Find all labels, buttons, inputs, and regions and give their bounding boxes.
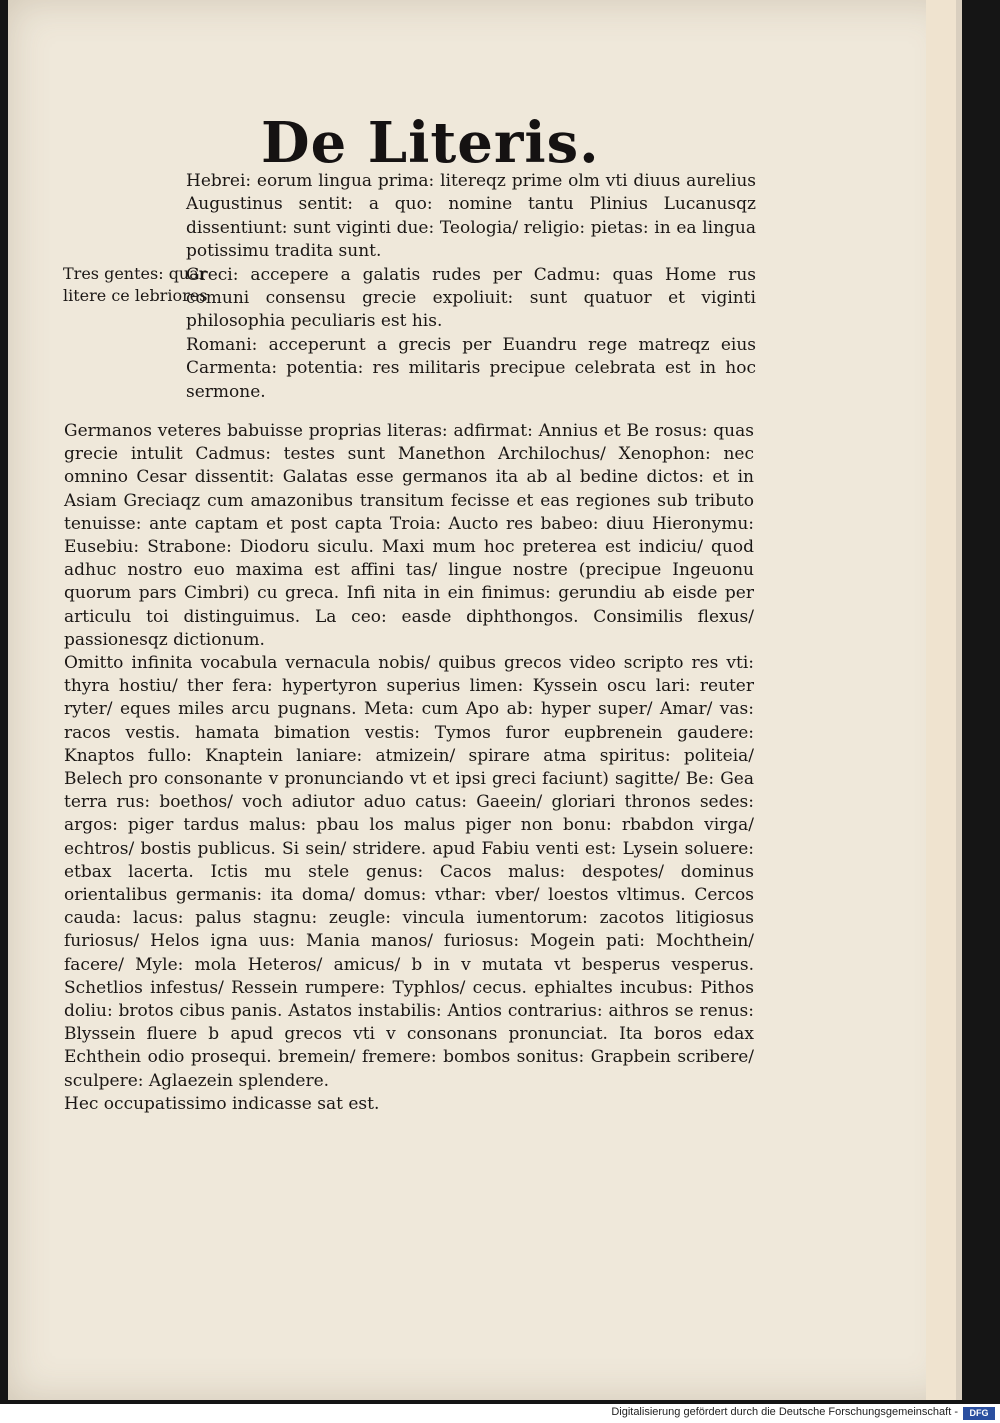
footer-credit: Digitalisierung gefördert durch die Deutsche Forschungsgemeinschaft - bbox=[611, 1406, 958, 1418]
intro-paragraph-romani: Romani: acceperunt a grecis per Euandru rege matreqz eius Carmenta: potentia: res militaris precipue celebrata est in hoc sermone. bbox=[186, 334, 756, 402]
page-edge bbox=[926, 0, 956, 1400]
page-title: De Literis. bbox=[261, 110, 600, 176]
body-text bbox=[64, 420, 754, 1116]
dfg-logo[interactable]: DFG bbox=[963, 1407, 995, 1420]
intro-paragraph-hebrei: Hebrei: eorum lingua prima: litereqz prime olm vti diuus aurelius Augustinus sentit: a quo: nomine tantu Plinius Lucanusqz dissentiunt: sunt viginti due: Teologia/ religio: pietas: in ea lingua potissimu tradita sunt. bbox=[186, 171, 756, 262]
body-paragraph-vocabula: Omitto infinita vocabula vernacula nobis/ quibus grecos video scripto res vti: thyra hostiu/ ther fera: hypertyron superius limen: Kyssein oscu lari: reuter ryter/ eques miles arcu pugnans. Meta: cum Apo ab: hyper super/ Amar/ vas: racos vestis. hamata bimation vestis: Tymos furor eupbrenein gaudere: Knaptos fullo: Knaptein laniare: atmizein/ spirare atma spiritus: politeia/ Belech pro consonante v pronunciando vt et ipsi greci faciunt) sagitte/ Be: Gea terra rus: boethos/ voch adiutor aduo catus: Gaeein/ gloriari thronos sedes: argos: piger tardus malus: pbau los malus piger non bonu: rbabdon virga/ echtros/ bostis publicus. Si sein/ stridere. apud Fabiu venti est: Lysein soluere: etbax lacerta. Ictis mu stele genus: Cacos malus: despotes/ dominus orientalibus germanis: ita doma/ domus: vthar: vber/ loestos vltimus. Cercos cauda: lacus: palus stagnu: zeugle: vincula iumentorum: zacotos litigiosus furiosus/ Helos igna uus: Mania manos/ furiosus: Mogein pati: Mochthein/ facere/ Myle: mola Heteros/ amicus/ b in v mutata vt besperus vesperus. Schetlios infestus/ Ressein rumpere: Typhlos/ cecus. ephialtes incubus: Pithos doliu: brotos cibus panis. Astatos instabilis: Antios contrarius: aithros se renus: Blyssein fluere b apud grecos vti v consonans pronunciat. Ita boros edax Echthein odio prosequi. bremein/ fremere: bombos sonitus: Grapbein scribere/ sculpere: Aglaezein splendere. bbox=[64, 653, 754, 1091]
body-paragraph-germanos: Germanos veteres babuisse proprias literas: adfirmat: Annius et Be rosus: quas grecie intulit Cadmus: testes sunt Manethon Archilochus/ Xenophon: nec omnino Cesar dissentit: Galatas esse germanos ita ab al bedine dictos: et in Asiam Greciaqz cum amazonibus transitum fecisse et eas regiones sub tributo tenuisse: ante captam et post capta Troia: Aucto res babeo: diuu Hieronymu: Eusebiu: Strabone: Diodoru siculu. Maxi mum hoc preterea est indiciu/ quod adhuc nostro euo maxima est affini tas/ lingue nostre (precipue Ingeuonu quorum pars Cimbri) cu greca. Infi nita in ein finimus: gerundiu ab eisde per articulu toi distinguimus. La ceo: easde diphthongos. Consimilis flexus/ passionesqz dictionum. bbox=[64, 421, 754, 650]
body-paragraph-closing: Hec occupatissimo indicasse sat est. bbox=[64, 1093, 380, 1114]
intro-paragraph-greci: Greci: accepere a galatis rudes per Cadmu: quas Home rus comuni consensu grecie expoliuit: sunt quatuor et viginti philosophia peculiaris est his. bbox=[186, 264, 756, 332]
page-sheet bbox=[8, 0, 962, 1400]
intro-text bbox=[186, 170, 756, 404]
margin-note: Tres gentes: quar litere ce lebriores bbox=[63, 264, 208, 305]
footer-bar bbox=[0, 1404, 1000, 1423]
